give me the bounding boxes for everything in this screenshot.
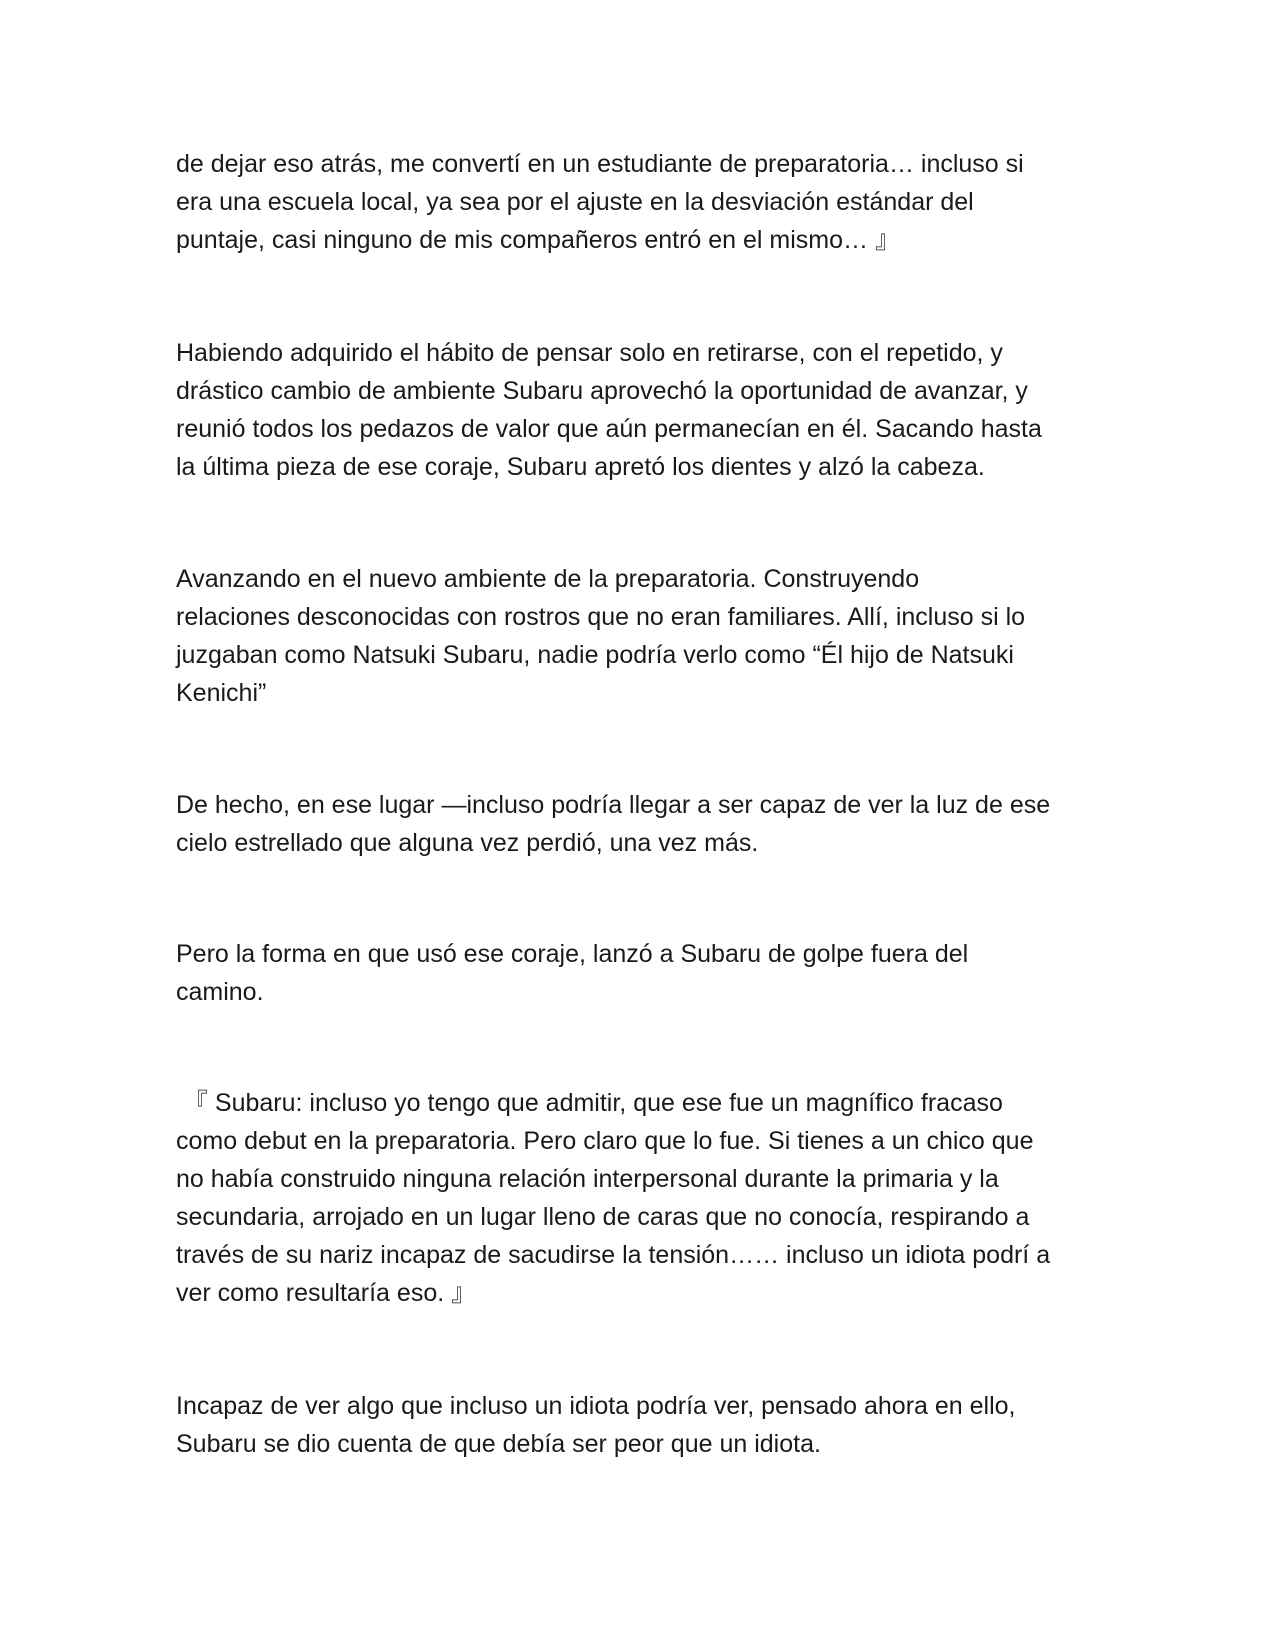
text-line: relaciones desconocidas con rostros que no eran familiares. Allí, incluso si lo	[176, 603, 1026, 631]
paragraph-2	[176, 334, 1111, 486]
text-line: 『 Subaru: incluso yo tengo que admitir, que ese fue un magnífico fracaso	[176, 1089, 1003, 1117]
text-line: Incapaz de ver algo que incluso un idiota podría ver, pensado ahora en ello,	[176, 1392, 1016, 1420]
text-line: no había construido ninguna relación interpersonal durante la primaria y la	[176, 1165, 999, 1193]
text-line: través de su nariz incapaz de sacudirse la tensión…… incluso un idiota podrí a	[176, 1241, 1051, 1269]
text-line: juzgaban como Natsuki Subaru, nadie podría verlo como “Él hijo de Natsuki	[176, 641, 1014, 669]
paragraph-5	[176, 935, 1111, 1011]
text-line: De hecho, en ese lugar —incluso podría llegar a ser capaz de ver la luz de ese	[176, 791, 1051, 819]
text-line: Kenichi”	[176, 679, 267, 707]
text-line: Subaru se dio cuenta de que debía ser peor que un idiota.	[176, 1430, 821, 1458]
paragraph-4	[176, 786, 1111, 862]
text-line: camino.	[176, 978, 264, 1006]
text-line: Avanzando en el nuevo ambiente de la preparatoria. Construyendo	[176, 565, 920, 593]
text-line: ver como resultaría eso. 』	[176, 1279, 477, 1307]
paragraph-6	[176, 1084, 1111, 1312]
text-line: era una escuela local, ya sea por el ajuste en la desviación estándar del	[176, 188, 974, 216]
text-line: Habiendo adquirido el hábito de pensar solo en retirarse, con el repetido, y	[176, 339, 1003, 367]
paragraph-1	[176, 145, 1111, 259]
paragraph-3	[176, 560, 1111, 712]
text-line: Pero la forma en que usó ese coraje, lanzó a Subaru de golpe fuera del	[176, 940, 969, 968]
text-line: secundaria, arrojado en un lugar lleno de caras que no conocía, respirando a	[176, 1203, 1030, 1231]
text-line: la última pieza de ese coraje, Subaru apretó los dientes y alzó la cabeza.	[176, 453, 985, 481]
text-line: cielo estrellado que alguna vez perdió, una vez más.	[176, 829, 759, 857]
text-line: de dejar eso atrás, me convertí en un estudiante de preparatoria… incluso si	[176, 150, 1024, 178]
paragraph-7	[176, 1387, 1111, 1463]
text-line: como debut en la preparatoria. Pero claro que lo fue. Si tienes a un chico que	[176, 1127, 1034, 1155]
text-line: drástico cambio de ambiente Subaru aprovechó la oportunidad de avanzar, y	[176, 377, 1028, 405]
text-line: reunió todos los pedazos de valor que aún permanecían en él. Sacando hasta	[176, 415, 1042, 443]
text-line: puntaje, casi ninguno de mis compañeros entró en el mismo… 』	[176, 226, 900, 254]
